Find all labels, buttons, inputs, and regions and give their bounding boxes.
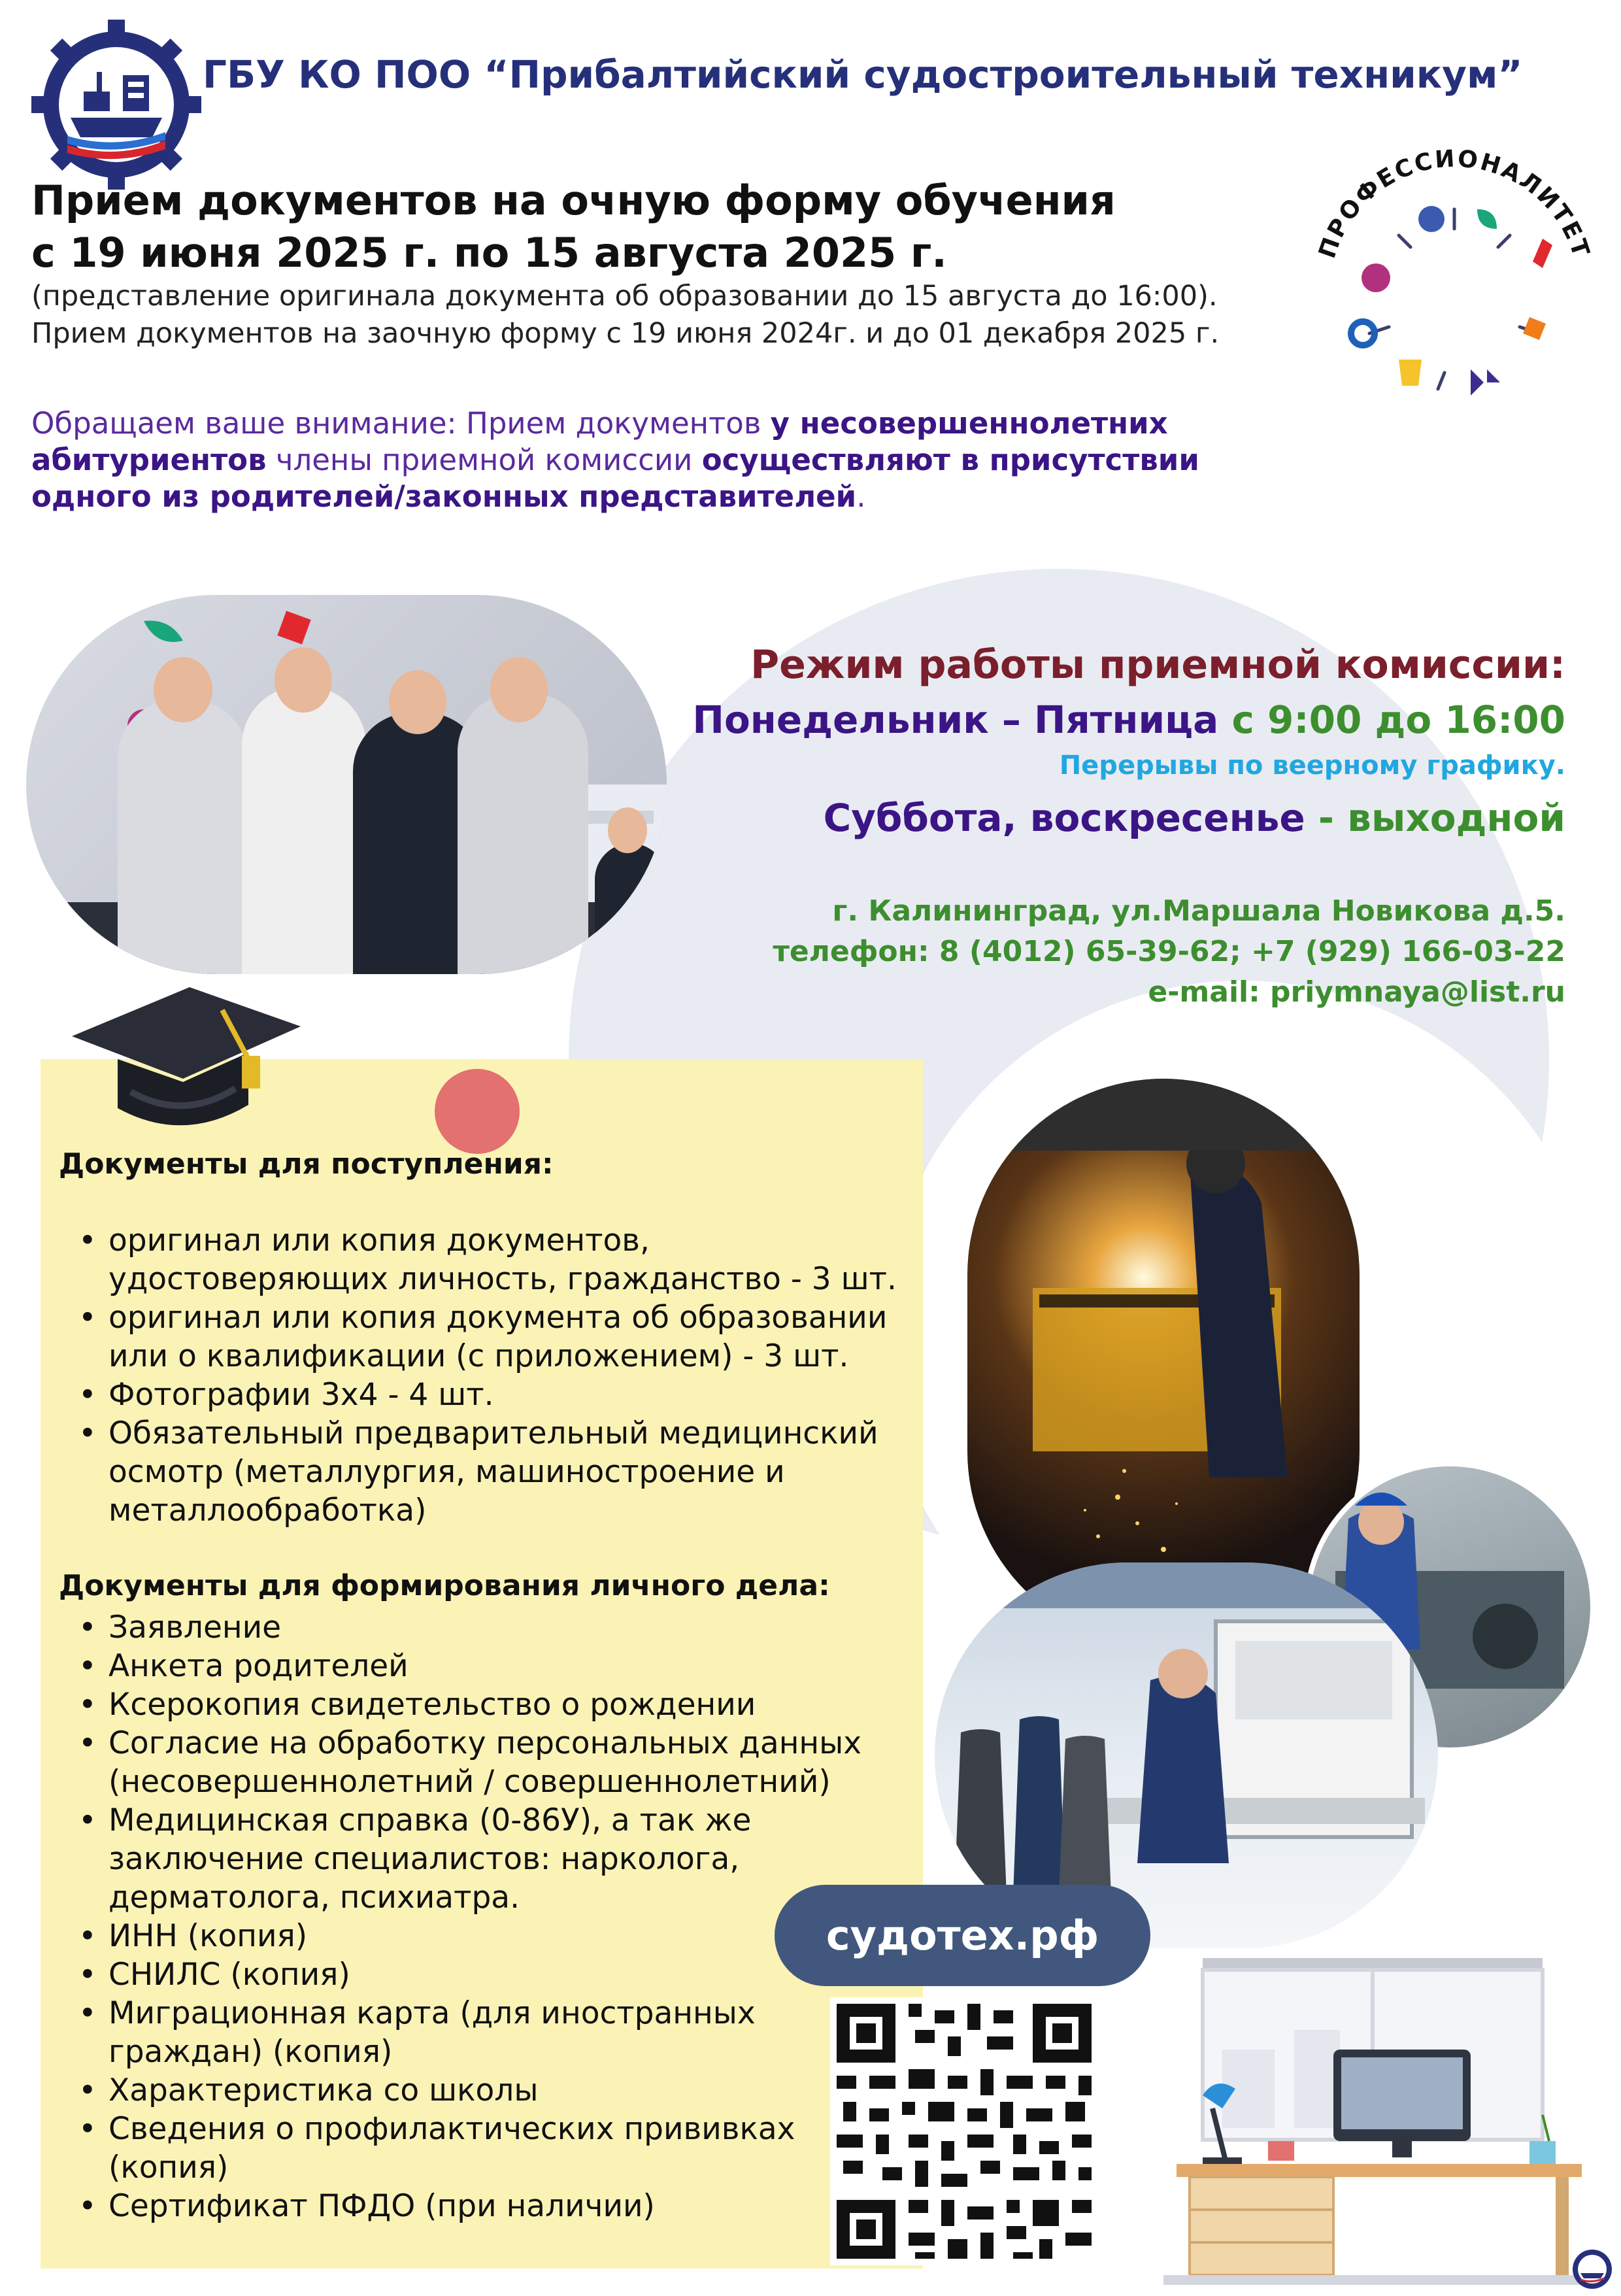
list-item: • Миграционная карта (для иностранных граждан) (копия) [65, 1994, 915, 2071]
file-docs-title: Документы для формирования личного дела: [59, 1569, 830, 1602]
hours-weekend: Суббота, воскресенье - выходной [823, 796, 1565, 840]
badge-square-orange [1523, 317, 1546, 340]
badge-slash-red [1533, 239, 1552, 268]
org-name: ГБУ КО ПОО “Прибалтийский судостроительный техникум” [203, 52, 1523, 97]
hours-weekdays: Понедельник – Пятница с 9:00 до 16:00 [692, 698, 1565, 742]
admission-title-line1: Прием документов на очную форму обучения [31, 177, 1116, 224]
hours-title: Режим работы приемной комиссии: [750, 642, 1565, 688]
students-photo [26, 595, 667, 974]
badge-text: ПРОФЕССИОНАЛИТЕТ [1314, 145, 1595, 262]
list-item: • Ксерокопия свидетельство о рождении [65, 1685, 915, 1724]
badge-cup-yellow [1399, 360, 1422, 386]
badge-dot-blue [1418, 206, 1445, 232]
address: г. Калининград, ул.Маршала Новикова д.5. [832, 894, 1565, 928]
phone: телефон: 8 (4012) 65-39-62; +7 (929) 166-03-22 [773, 935, 1565, 968]
hours-breaks: Перерывы по веерному графику. [1059, 751, 1565, 781]
admission-docs-title: Документы для поступления: [59, 1147, 554, 1181]
svg-text:ПРОФЕССИОНАЛИТЕТ [1314, 145, 1595, 262]
corner-logo-icon [1569, 2246, 1616, 2293]
list-item: • СНИЛС (копия) [65, 1955, 915, 1994]
list-item: • ИНН (копия) [65, 1917, 915, 1955]
admission-distance-note: Прием документов на заочную форму с 19 июня 2024г. и до 01 декабря 2025 г. [31, 317, 1220, 350]
badge-dot-magenta [1362, 263, 1390, 292]
list-item: • Характеристика со школы [65, 2071, 915, 2110]
list-item: • Заявление [65, 1608, 915, 1647]
list-item: • Обязательный предварительный медицинский осмотр (металлургия, машиностроение и металлообработка) [65, 1414, 915, 1530]
college-logo-icon [31, 20, 201, 190]
list-item: • Анкета родителей [65, 1647, 915, 1685]
list-item: • Согласие на обработку персональных данных (несовершеннолетний / совершеннолетний) [65, 1724, 915, 1801]
list-item: • оригинал или копия документа об образовании или о квалификации (с приложением) - 3 шт. [65, 1298, 915, 1376]
list-item: • Медицинская справка (0-86У), а так же заключение специалистов: нарколога, дерматолога, психиатра. [65, 1801, 915, 1917]
list-item: • Фотографии 3х4 - 4 шт. [65, 1376, 915, 1414]
badge-leaf-green [1477, 209, 1497, 229]
commission-hours [585, 637, 1565, 1013]
desk-illustration [1163, 1951, 1595, 2285]
qr-code-icon [830, 1997, 1098, 2265]
admission-note: (представление оригинала документа об образовании до 15 августа до 16:00). [31, 280, 1218, 312]
list-item: • Сертификат ПФДО (при наличии) [65, 2187, 915, 2225]
list-item: • оригинал или копия документов, удостоверяющих личность, гражданство - 3 шт. [65, 1221, 915, 1298]
decorative-dot [435, 1069, 520, 1154]
notice-text: Обращаем ваше внимание: Прием документов у несовершеннолетних абитуриентов члены приемной комиссии осуществляют в присутствии одного из родителей/законных представителей. [31, 406, 1199, 514]
badge-shape-purple [1471, 369, 1500, 396]
email: e-mail: priymnaya@list.ru [1148, 975, 1565, 1009]
graduation-cap-icon [59, 974, 307, 1138]
admission-docs-list [65, 1221, 915, 1530]
list-item: • Сведения о профилактических прививках (копия) [65, 2110, 915, 2187]
website-link[interactable]: судотех.рф [775, 1885, 1150, 1986]
professionalitet-badge [1301, 137, 1608, 445]
admission-title-line2: с 19 июня 2025 г. по 15 августа 2025 г. [31, 229, 947, 277]
